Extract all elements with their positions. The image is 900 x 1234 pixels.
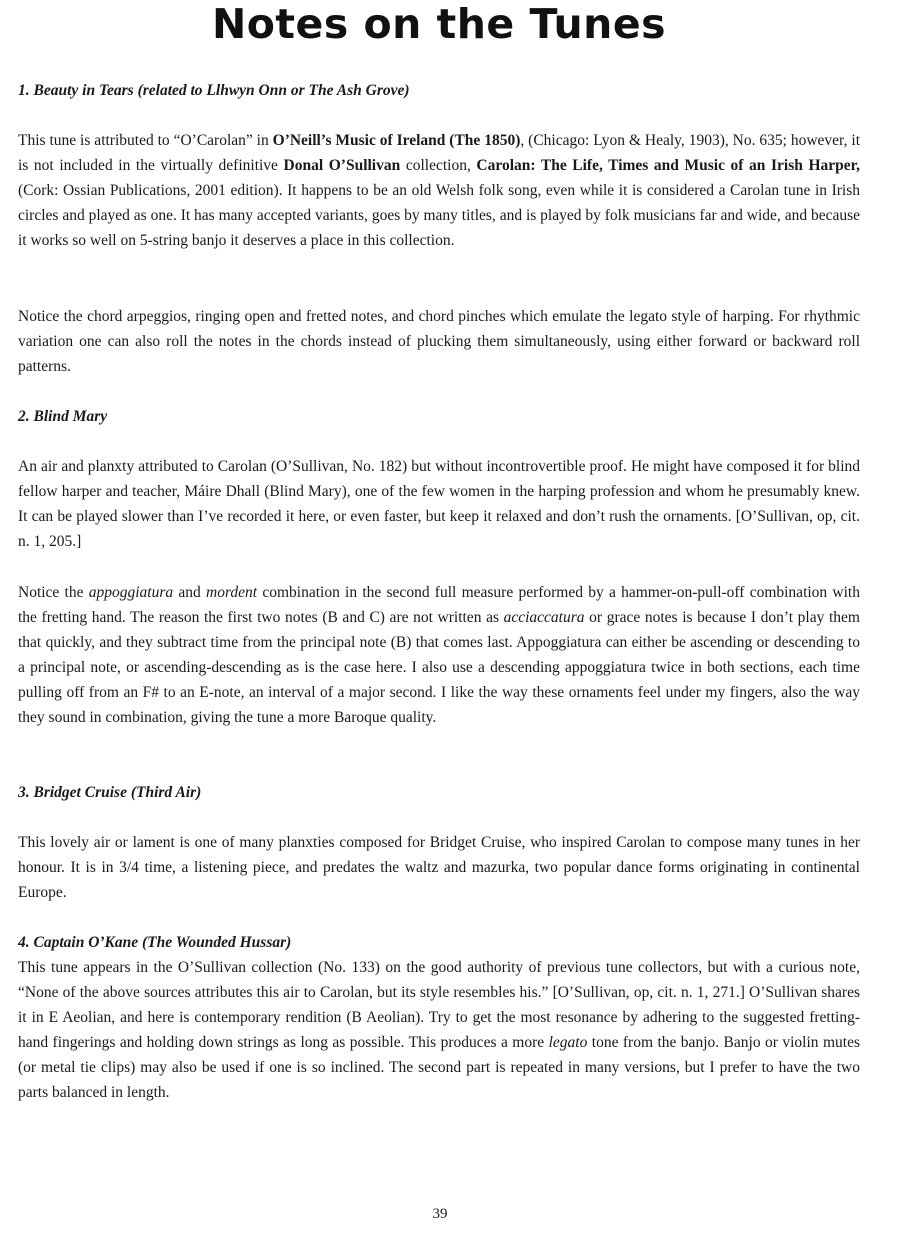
text-run: , (Chicago: Lyon & Healy, 1903), No. 635; however, it is not included in the virtually definitive — [18, 132, 860, 174]
section-3-heading: 3. Bridget Cruise (Third Air) — [18, 784, 202, 801]
book-title-carolan: Carolan: The Life, Times and Music of an Irish Harper, — [476, 157, 860, 174]
page-number: 39 — [432, 1206, 448, 1222]
term-mordent: mordent — [206, 584, 258, 601]
text-run: (Cork: Ossian Publications, 2001 edition). It happens to be an old Welsh folk song, even while it is considered a Carolan tune in Irish circles and played as one. It has many accepted variants, goes by many titles, and is played by folk musicians far and wide, and because it works so well on 5-string banjo it deserves a place in this collection. — [18, 182, 860, 249]
section-3-paragraph-1: This lovely air or lament is one of many planxties composed for Bridget Cruise, who inspired Carolan to compose many tunes in her honour. It is in 3/4 time, a listening piece, and predates the waltz and mazurka, two popular dance forms originating in continental Europe. — [18, 834, 860, 901]
book-title-oneill: O’Neill’s Music of Ireland (The 1850) — [272, 132, 521, 149]
page-title: Notes on the Tunes — [211, 0, 667, 48]
text-run: This tune is attributed to “O’Carolan” in — [18, 132, 273, 149]
section-4-heading: 4. Captain O’Kane (The Wounded Hussar) — [18, 934, 292, 951]
text-run: Notice the — [18, 584, 89, 601]
section-1-paragraph-1 — [18, 128, 860, 253]
text-run: This tune appears in the O’Sullivan collection (No. 133) on the good authority of previous tune collectors, but with a curious note, “None of the above sources attributes this air to Carolan, but its style resembles his.” [O’Sullivan, op, cit. n. 1, 271.] O’Sullivan shares it in E Aeolian, and here is contemporary rendition (B Aeolian). Try to get the most resonance by adhering to the suggested fretting-hand fingerings and holding down strings as long as possible. This produces a more — [18, 959, 860, 1051]
term-acciaccatura: acciaccatura — [503, 609, 585, 626]
author-name-osullivan: Donal O’Sullivan — [283, 157, 401, 174]
section-2-paragraph-1: An air and planxty attributed to Carolan (O’Sullivan, No. 182) but without incontrovertible proof. He might have composed it for blind fellow harper and teacher, Máire Dhall (Blind Mary), one of the few women in the harping profession and whom he presumably knew. It can be played slower than I’ve recorded it here, or even faster, but keep it relaxed and don’t rush the ornaments. [O’Sullivan, op, cit. n. 1, 205.] — [18, 458, 860, 550]
section-1-heading: 1. Beauty in Tears (related to Llhwyn Onn or The Ash Grove) — [18, 82, 410, 99]
term-appoggiatura: appoggiatura — [88, 584, 174, 601]
section-4 — [18, 930, 860, 955]
section-1 — [18, 78, 860, 103]
text-run: collection, — [400, 157, 477, 174]
text-run: combination in the second full measure performed by a hammer-on-pull-off combination with the fretting hand. The reason the first two notes (B and C) are not written as — [18, 584, 860, 626]
text-run: or grace notes is because I don’t play them that quickly, and they subtract time from the principal note (B) that comes last. Appoggiatura can either be ascending or descending to a principal note, or ascending-descending as is the case here. I also use a descending appoggiatura twice in both sections, each time pulling off from an F# to an E-note, an interval of a major second. I like the way these ornaments feel under my fingers, also the way they sound in combination, giving the tune a more Baroque quality. — [18, 609, 860, 726]
term-legato: legato — [548, 1034, 588, 1051]
section-1-paragraph-2: Notice the chord arpeggios, ringing open and fretted notes, and chord pinches which emulate the legato style of harping. For rhythmic variation one can also roll the notes in the chords instead of plucking them simultaneously, using either forward or backward roll patterns. — [18, 308, 860, 375]
text-run: and — [173, 584, 206, 601]
section-4-paragraph-1 — [18, 955, 860, 1105]
section-2-paragraph-2 — [18, 580, 860, 730]
section-3 — [18, 780, 860, 805]
section-2 — [18, 404, 860, 429]
section-2-heading: 2. Blind Mary — [18, 408, 108, 425]
text-run: tone from the banjo. Banjo or violin mutes (or metal tie clips) may also be used if one is so inclined. The second part is repeated in many versions, but I prefer to have the two parts balanced in length. — [18, 1034, 860, 1101]
